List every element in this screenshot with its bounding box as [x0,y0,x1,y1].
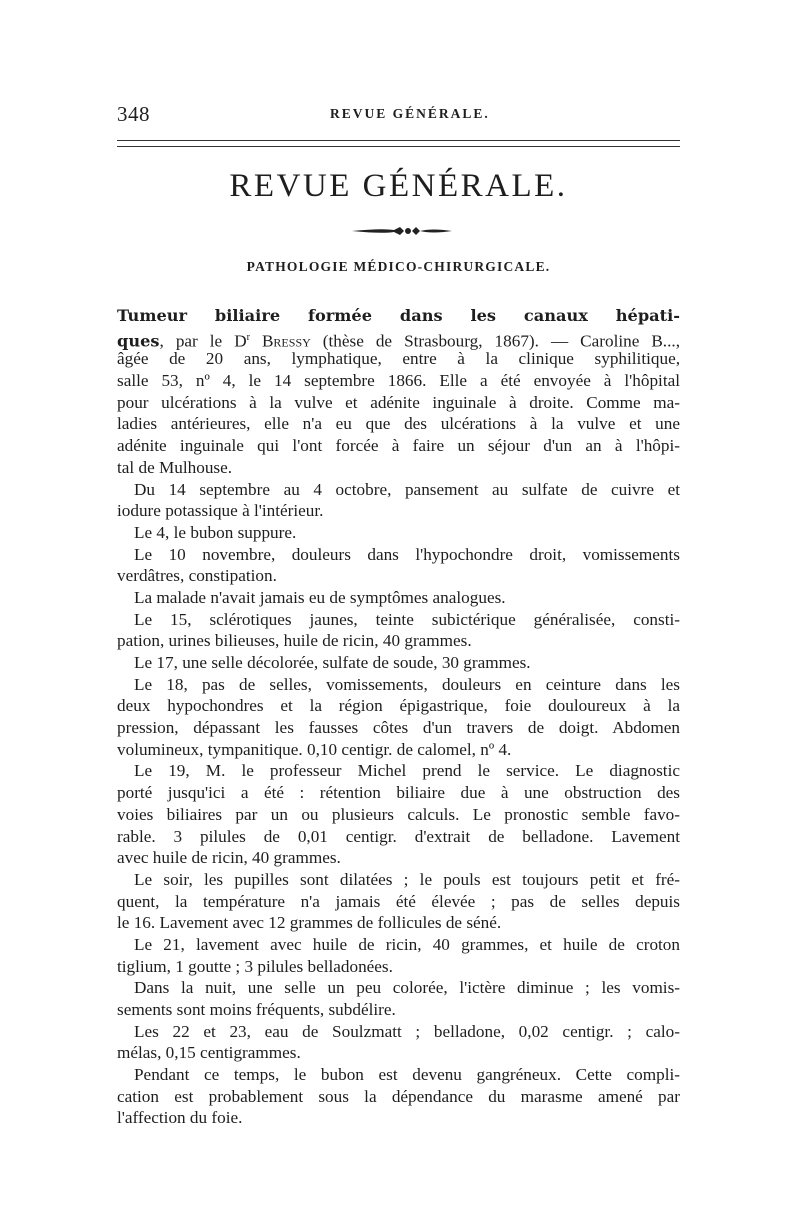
text-line: le 16. Lavement avec 12 grammes de follicules de séné. [117,913,502,933]
article-body [117,305,680,1129]
text-line: Le 21, lavement avec huile de ricin, 40 grammes, et huile de croton [134,934,680,954]
text-line: Du 14 septembre au 4 octobre, pansement au sulfate de cuivre et [134,479,680,499]
running-title: REVUE GÉNÉRALE. [330,106,490,121]
text-line: salle 53, nº 4, le 14 septembre 1866. Elle a été envoyée à l'hôpital [117,371,680,391]
text-line: pation, urines bilieuses, huile de ricin, 40 grammes. [117,631,472,651]
text-line: âgée de 20 ans, lymphatique, entre à la clinique syphilitique, [117,349,680,369]
article-title-line [117,305,680,327]
text-line: Le 17, une selle décolorée, sulfate de soude, 30 grammes. [134,653,531,672]
text-line: adénite inguinale qui l'ont forcée à faire un séjour d'un an à l'hôpi- [117,436,680,456]
text-line: cation est probablement sous la dépendance du marasme amené par [117,1086,680,1106]
doctor-abbrev-sup: r [246,331,250,343]
text-line: Le 15, sclérotiques jaunes, teinte subictérique généralisée, consti- [134,609,680,629]
text-line: verdâtres, constipation. [117,566,277,586]
thesis-reference: (thèse de Strasbourg, 1867). — Caroline B..., [310,331,680,351]
text-line: sements sont moins fréquents, subdélire. [117,1000,396,1019]
text-line: Le soir, les pupilles sont dilatées ; le pouls est toujours petit et fré- [134,869,680,889]
header-double-rule [117,140,680,147]
byline-prefix: , par le D [159,331,247,351]
text-line: porté jusqu'ici a été : rétention biliaire due à une obstruction des [117,783,680,803]
text-line: volumineux, tympanitique. 0,10 centigr. de calomel, nº 4. [117,739,512,759]
section-title: REVUE GÉNÉRALE. [229,168,568,204]
text-line: avec huile de ricin, 40 grammes. [117,848,341,868]
text-line: Le 19, M. le professeur Michel prend le service. Le diagnostic [134,761,680,781]
text-line: l'affection du foie. [117,1108,243,1128]
text-line: Dans la nuit, une selle un peu colorée, l'ictère diminue ; les vomis- [134,978,680,998]
text-line: ladies antérieures, elle n'a eu que des ulcérations à la vulve et une [117,414,680,434]
text-line: Le 18, pas de selles, vomissements, douleurs en ceinture dans les [134,674,680,694]
text-line: La malade n'avait jamais eu de symptômes analogues. [134,587,506,607]
text-line: pression, dépassant les fausses côtes d'un travers de doigt. Abdomen [117,718,680,738]
text-line: deux hypochondres et la région épigastrique, foie douloureux à la [117,696,680,716]
text-line: rable. 3 pilules de 0,01 centigr. d'extrait de belladone. Lavement [117,826,680,846]
text-line: tiglium, 1 goutte ; 3 pilules belladonées. [117,956,393,976]
article-title-end: ques [117,331,160,351]
subsection-title: PATHOLOGIE MÉDICO-CHIRURGICALE. [246,259,551,274]
text-line: voies biliaires par un ou plusieurs calculs. Le pronostic semble favo- [117,804,680,824]
author-name: Bressy [261,331,311,351]
ornament-divider [352,225,452,237]
text-line: iodure potassique à l'intérieur. [117,501,324,521]
text-line: Le 4, le bubon suppure. [134,522,297,542]
running-header [117,100,680,130]
text-line: Les 22 et 23, eau de Soulzmatt ; belladone, 0,02 centigr. ; calo- [134,1021,680,1041]
text-line: quent, la température n'a jamais été élevée ; pas de selles depuis [117,891,680,911]
article-title: Tumeur biliaire formée dans les canaux hépati- [117,306,680,325]
text-line: Pendant ce temps, le bubon est devenu gangréneux. Cette compli- [134,1065,680,1085]
article-heading-line [117,327,680,349]
page-number: 348 [117,102,150,126]
text-line: mélas, 0,15 centigrammes. [117,1043,301,1063]
text-line: tal de Mulhouse. [117,457,233,477]
text-line: pour ulcérations à la vulve et adénite inguinale à droite. Comme ma- [117,392,680,412]
text-line: Le 10 novembre, douleurs dans l'hypochondre droit, vomissements [134,544,680,564]
